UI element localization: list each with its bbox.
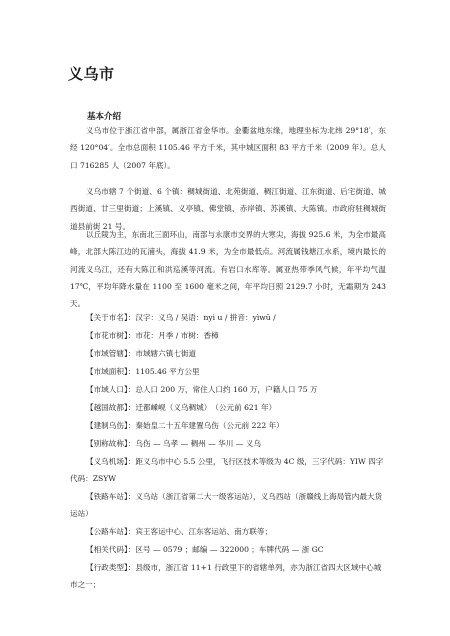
- info-aliases: 【别称故称】：乌伤 — 乌孝 — 稠州 — 华川 — 义乌: [86, 439, 261, 448]
- info-jurisdiction: 【市域管辖】：市域辖六镇七街道: [86, 349, 197, 358]
- page-title: 义乌市: [68, 65, 115, 83]
- info-ancient-capital: 【越国故都】：迁都嵊岘（义乌稠城） （公元前 621 年）: [86, 403, 277, 412]
- paragraph-location: 义乌市位于浙江省中部，属浙江省金华市。金衢盆地东缘，地理坐标为北纬 29°18′，东经 120°04′。全市总面积 1105.46 平方千米，其中城区面积 83 平方千米（2009 年）。总人口 716285 人（2007 年底）。: [70, 126, 386, 170]
- section-heading: 基本介绍: [87, 112, 122, 122]
- info-area: 【市域面积】：1105.46 平方公里: [86, 367, 200, 376]
- info-bus-stations: 【公路车站】：宾王客运中心、江东客运站、南方联等；: [86, 527, 273, 536]
- info-airport: 【义乌机场】：距义乌市中心 5.5 公里，飞行区技术等级为 4C 级，三字代码：YIW 四字代码：ZSYW: [70, 457, 384, 484]
- paragraph-subdivisions: 义乌市辖 7 个街道、6 个镇：稠城街道、北苑街道、稠江街道、江东街道、后宅街道、城西街道、廿三里街道；上溪镇、义亭镇、佛堂镇、赤岸镇、苏溪镇、大陈镇。市政府驻稠城街道县前街 21 号。: [70, 187, 386, 231]
- info-codes: 【相关代码】：区号 — 0579 ；邮编 — 322000 ；车牌代码 — 浙 GC: [86, 545, 324, 554]
- paragraph-geography: 以丘陵为主，东南北三面环山，南部与永康市交界的大寒尖，海拔 925.6 米，为全市最高峰，北部大陈江边的瓦浦头，海拔 41.9 米，为全市最低点。河流属钱塘江水系，境内最长的河流义乌江，还有大陈江和洪巡溪等河流。有岩口水库等。属亚热带季风气候，年平均气温 17℃，平均年降水量在 1100 至 1600 毫米之间，年平均日照 2129.7 小时，无霜期为 243 天。: [70, 230, 386, 309]
- info-railway: 【铁路车站】：义乌站（浙江省第二大一级客运站），义乌西站（浙赣线上海局管内最大货运站）: [70, 492, 383, 519]
- info-name: 【关于市名】：汉字：义乌 / 吴语：nyi u / 拼音：yìwū /: [86, 313, 276, 322]
- info-establishment: 【建制乌伤】：秦始皇二十五年建置乌伤（公元前 222 年）: [86, 421, 284, 430]
- info-flower-tree: 【市花市树】：市花：月季 / 市树：香樟: [86, 331, 219, 340]
- info-population: 【市域人口】：总人口 200 万，常住人口约 160 万，户籍人口 75 万: [86, 385, 318, 394]
- info-admin-type: 【行政类型】：县级市，浙江省 11+1 行政里下的省辖单列，亦为浙江省四大区域中心城市之一；: [70, 563, 382, 590]
